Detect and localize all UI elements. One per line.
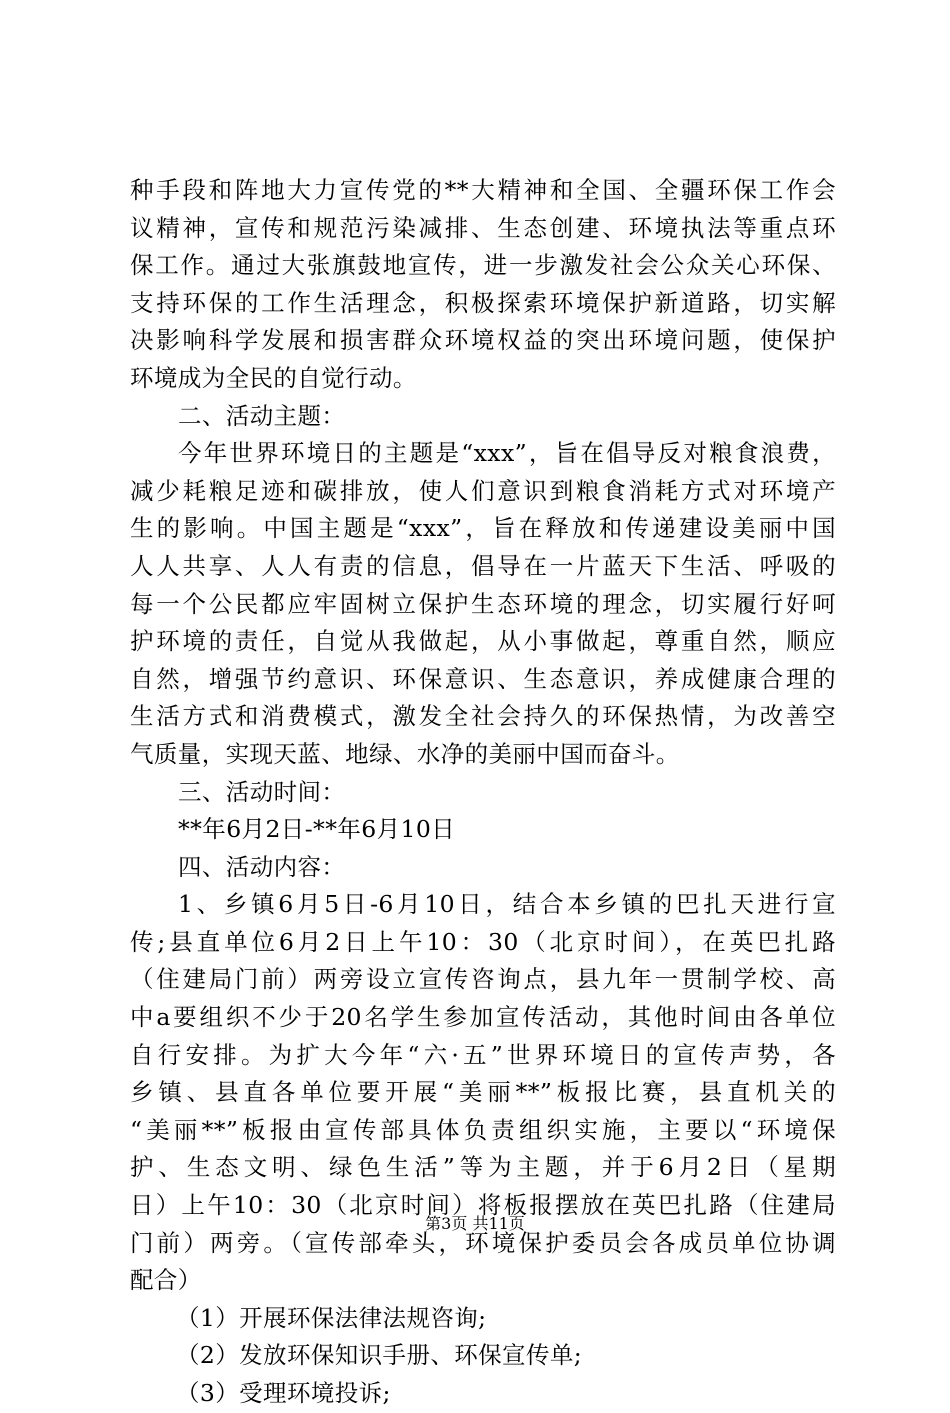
text-line: 支持环保的工作生活理念，积极探索环境保护新道路，切实解: [130, 288, 836, 317]
section-heading: 三、活动时间：: [178, 777, 346, 806]
text-line: 自行安排。为扩大今年“六·五”世界环境日的宣传声势，各: [130, 1040, 836, 1069]
section-heading: 四、活动内容：: [178, 852, 346, 881]
text-line: 护、生态文明、绿色生活”等为主题，并于6月2日（星期: [130, 1153, 836, 1182]
text-line: 乡镇、县直各单位要开展“美丽**”板报比赛，县直机关的: [130, 1078, 836, 1107]
text-line: 生活方式和消费模式，激发全社会持久的环保热情，为改善空: [130, 702, 836, 731]
text-line: 气质量，实现天蓝、地绿、水净的美丽中国而奋斗。: [130, 739, 680, 768]
text-line: 日）上午10：30（北京时间）将板报摆放在英巴扎路（住建局: [130, 1191, 836, 1220]
text-line: 配合）: [130, 1266, 202, 1295]
text-line: 1、乡镇6月5日-6月10日，结合本乡镇的巴扎天进行宣: [178, 890, 836, 919]
text-line: 保工作。通过大张旗鼓地宣传，进一步激发社会公众关心环保、: [130, 251, 836, 280]
text-line: 人人共享、人人有责的信息，倡导在一片蓝天下生活、呼吸的: [130, 551, 836, 580]
text-line: 护环境的责任，自觉从我做起，从小事做起，尊重自然，顺应: [130, 627, 836, 656]
text-line: 决影响科学发展和损害群众环境权益的突出环境问题，使保护: [130, 326, 836, 355]
text-line: 生的影响。中国主题是“xxx”，旨在释放和传递建设美丽中国: [130, 514, 836, 543]
text-line: 每一个公民都应牢固树立保护生态环境的理念，切实履行好呵: [130, 589, 836, 618]
list-item: （1）开展环保法律法规咨询;: [176, 1303, 487, 1332]
text-line: 门前）两旁。（宣传部牵头，环境保护委员会各成员单位协调: [130, 1228, 836, 1257]
text-line: 环境成为全民的自觉行动。: [130, 363, 417, 392]
text-line: 自然，增强节约意识、环保意识、生态意识，养成健康合理的: [130, 664, 836, 693]
text-line: 减少耗粮足迹和碳排放，使人们意识到粮食消耗方式对环境产: [130, 476, 836, 505]
text-line: **年6月2日-**年6月10日: [178, 815, 456, 844]
text-line: 种手段和阵地大力宣传党的**大精神和全国、全疆环保工作会: [130, 176, 836, 204]
list-item: （2）发放环保知识手册、环保宣传单;: [176, 1341, 583, 1370]
text-line: 传;县直单位6月2日上午10：30（北京时间），在英巴扎路: [130, 927, 836, 956]
text-line: 中a要组织不少于20名学生参加宣传活动，其他时间由各单位: [130, 1003, 836, 1032]
text-line: 今年世界环境日的主题是“xxx”，旨在倡导反对粮食浪费，: [178, 439, 836, 468]
section-heading: 二、活动主题：: [178, 401, 346, 430]
list-item: （3）受理环境投诉;: [176, 1379, 391, 1407]
text-line: 议精神，宣传和规范污染减排、生态创建、环境执法等重点环: [130, 213, 836, 242]
text-line: “美丽**”板报由宣传部具体负责组织实施，主要以“环境保: [130, 1115, 836, 1144]
page-number-footer: 第3页 共11页: [425, 1214, 525, 1233]
text-line: （住建局门前）两旁设立宣传咨询点，县九年一贯制学校、高: [130, 965, 836, 994]
